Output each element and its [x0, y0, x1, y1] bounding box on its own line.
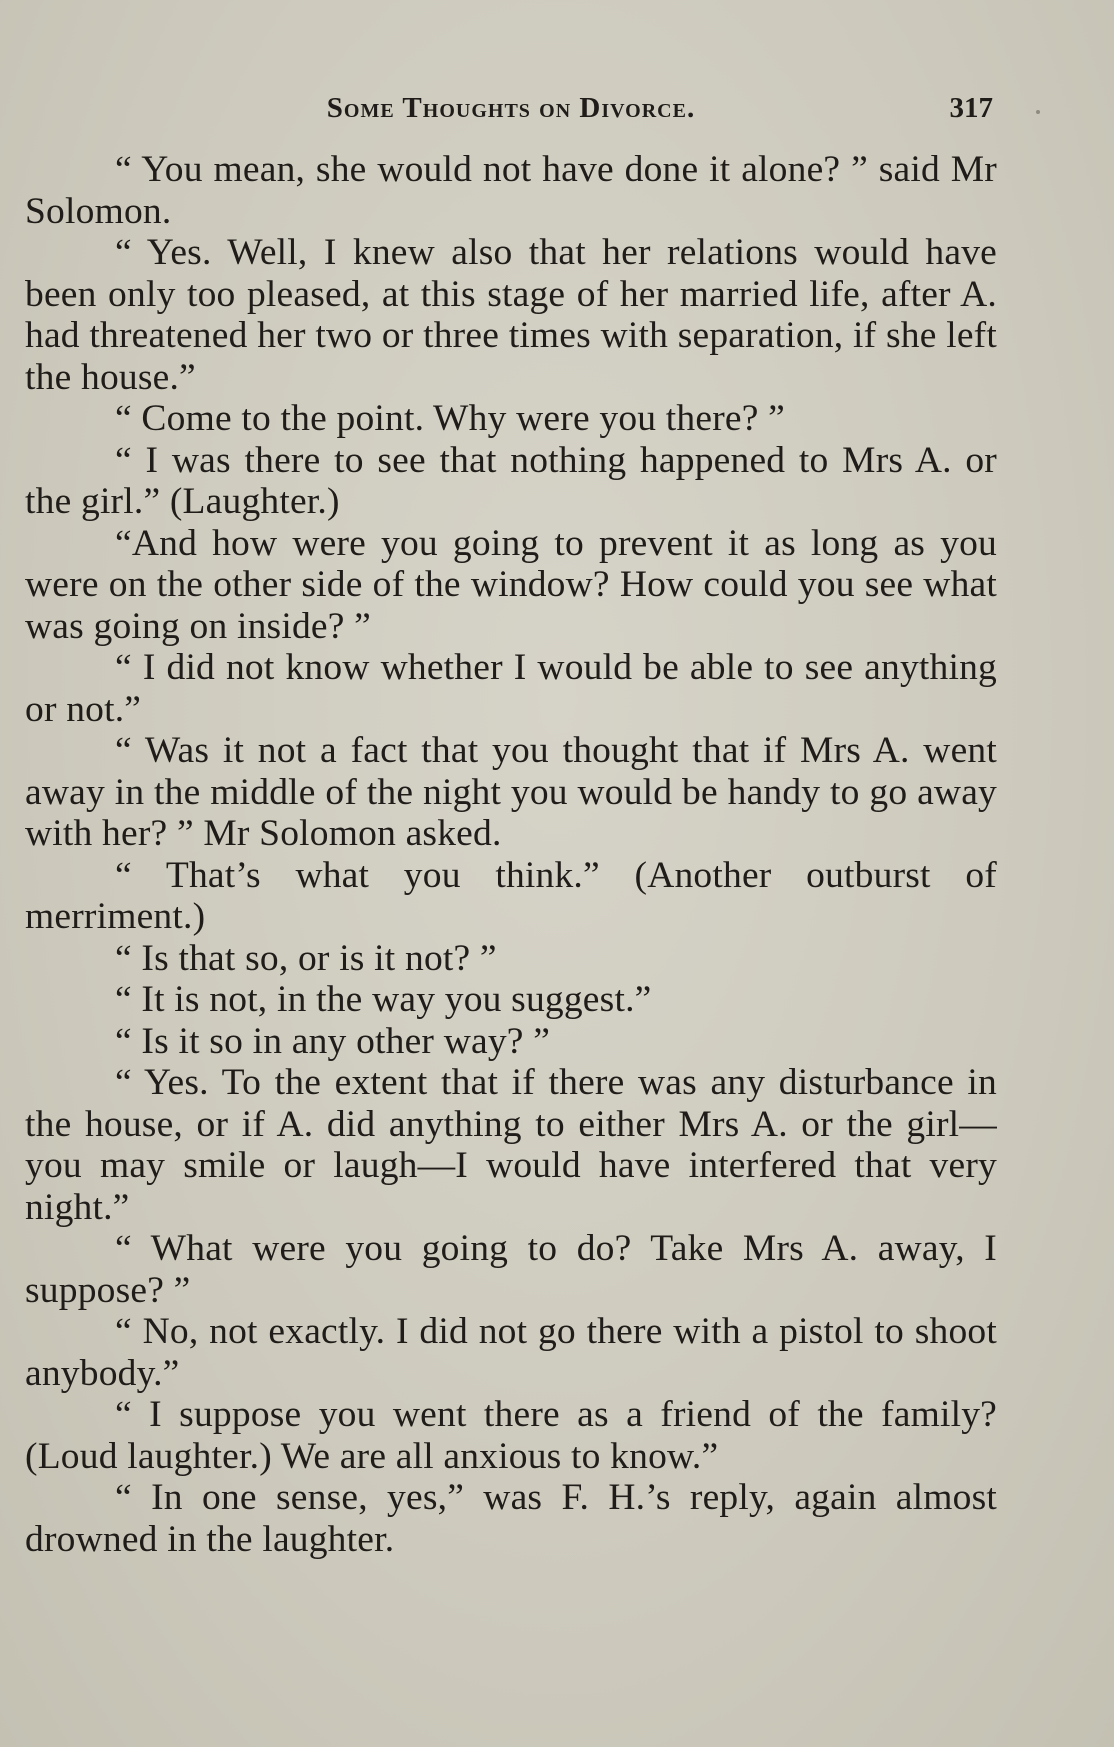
body-text: [25, 149, 997, 1560]
page-number: 317: [949, 92, 993, 124]
paragraph: “ That’s what you think.” (Another outburst of merriment.): [25, 854, 997, 937]
paragraph: “ It is not, in the way you suggest.”: [115, 979, 652, 1020]
paragraph: “ Yes. Well, I knew also that her relations would have been only too pleased, at this stage of her married life, after A. had threatened her two or three times with separation, if she left the house.”: [25, 232, 997, 398]
paragraph: “ What were you going to do? Take Mrs A. away, I suppose? ”: [25, 1228, 997, 1311]
paragraph: “ Is that so, or is it not? ”: [115, 937, 497, 979]
paper-speck: [1036, 110, 1040, 114]
paragraph: “ I suppose you went there as a friend of the family? (Loud laughter.) We are all anxious to know.”: [25, 1394, 997, 1477]
book-page: [25, 92, 997, 1560]
paragraph: “ You mean, she would not have done it alone? ” said Mr Solomon.: [25, 149, 997, 232]
paragraph: “ I did not know whether I would be able to see anything or not.”: [25, 647, 997, 730]
paragraph: “ No, not exactly. I did not go there with a pistol to shoot anybody.”: [25, 1311, 997, 1394]
paragraph: “ In one sense, yes,” was F. H.’s reply, again almost drowned in the laughter.: [25, 1477, 997, 1560]
paragraph: “ Was it not a fact that you thought that if Mrs A. went away in the middle of the night you would be handy to go away with her? ” Mr Solomon asked.: [25, 730, 997, 854]
paragraph: “ Yes. To the extent that if there was any disturbance in the house, or if A. did anything to either Mrs A. or the girl—you may smile or laugh—I would have interfered that very night.”: [25, 1062, 997, 1228]
running-head: [25, 92, 997, 132]
running-title: Some Thoughts on Divorce.: [326, 92, 696, 124]
paragraph: “ I was there to see that nothing happened to Mrs A. or the girl.” (Laughter.): [25, 439, 997, 522]
paragraph: “And how were you going to prevent it as long as you were on the other side of the window? How could you see what was going on inside? ”: [25, 522, 997, 647]
paragraph: “ Come to the point. Why were you there? ”: [115, 398, 785, 439]
paragraph: “ Is it so in any other way? ”: [115, 1020, 551, 1062]
